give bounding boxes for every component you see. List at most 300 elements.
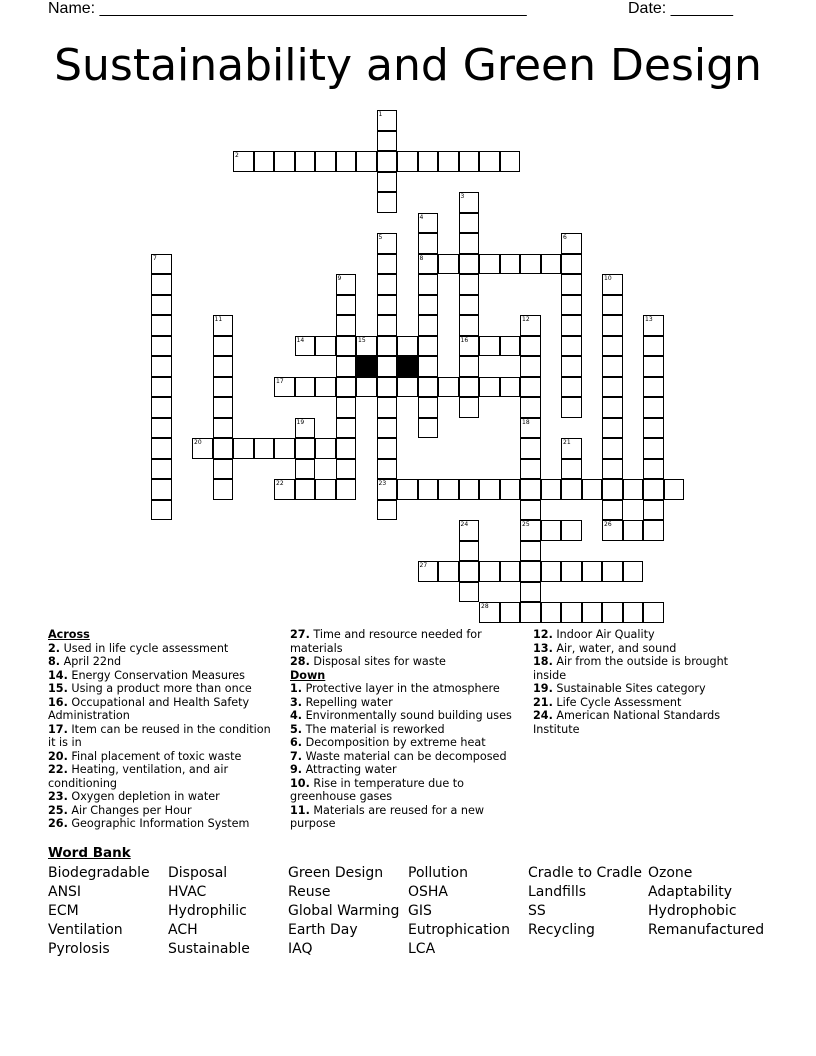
word-bank-item: Sustainable — [168, 941, 250, 957]
grid-cell[interactable] — [377, 356, 398, 377]
grid-cell[interactable] — [377, 151, 398, 172]
down-clue — [290, 736, 518, 750]
grid-cell[interactable] — [418, 479, 439, 500]
grid-cell[interactable] — [643, 479, 664, 500]
grid-cell[interactable] — [151, 459, 172, 480]
grid-cell[interactable] — [643, 315, 664, 336]
clue-number: 26 — [604, 521, 612, 528]
grid-cell[interactable] — [397, 479, 418, 500]
grid-cell[interactable] — [213, 377, 234, 398]
grid-cell[interactable] — [602, 479, 623, 500]
grid-cell[interactable] — [356, 151, 377, 172]
word-bank-item: Adaptability — [648, 884, 733, 900]
grid-cell[interactable] — [397, 336, 418, 357]
grid-cell[interactable] — [561, 459, 582, 480]
clue-number: 20. — [48, 749, 68, 763]
grid-cell[interactable] — [295, 459, 316, 480]
clue-text: American National Standards Institute — [533, 709, 721, 736]
word-bank-item: Eutrophication — [408, 922, 510, 938]
clue-number: 4. — [290, 709, 303, 722]
grid-cell[interactable] — [459, 397, 480, 418]
grid-cell[interactable] — [356, 377, 377, 398]
clue-number: 20 — [194, 439, 202, 446]
grid-cell[interactable] — [459, 315, 480, 336]
grid-cell[interactable] — [377, 397, 398, 418]
clue-number: 7 — [153, 254, 157, 262]
grid-cell[interactable] — [520, 500, 541, 521]
grid-cell[interactable] — [561, 377, 582, 398]
grid-cell[interactable] — [520, 356, 541, 377]
grid-cell[interactable] — [459, 479, 480, 500]
grid-cell[interactable] — [418, 233, 439, 254]
grid-cell[interactable] — [418, 315, 439, 336]
grid-cell[interactable] — [213, 315, 234, 336]
grid-cell[interactable] — [520, 479, 541, 500]
clue-number: 22. — [48, 763, 68, 776]
grid-cell[interactable] — [418, 377, 439, 398]
grid-cell[interactable] — [377, 438, 398, 459]
grid-cell[interactable] — [213, 336, 234, 357]
grid-cell[interactable] — [418, 254, 439, 275]
grid-cell[interactable] — [602, 336, 623, 357]
black-square — [356, 356, 377, 377]
grid-cell[interactable] — [295, 479, 316, 500]
grid-cell[interactable] — [336, 274, 357, 295]
grid-cell[interactable] — [438, 561, 459, 582]
grid-cell[interactable] — [479, 151, 500, 172]
grid-cell[interactable] — [602, 295, 623, 316]
grid-cell[interactable] — [377, 172, 398, 193]
date-label: Date: _______ — [628, 0, 733, 17]
grid-cell[interactable] — [561, 233, 582, 254]
grid-cell[interactable] — [418, 151, 439, 172]
across-clues-col1 — [48, 628, 280, 831]
word-bank-item: Hydrophilic — [168, 903, 247, 919]
grid-cell[interactable] — [643, 500, 664, 521]
grid-cell[interactable] — [459, 213, 480, 234]
grid-cell[interactable] — [213, 438, 234, 459]
grid-cell[interactable] — [295, 336, 316, 357]
grid-cell[interactable] — [213, 397, 234, 418]
clue-number: 28 — [481, 603, 489, 610]
clue-text: Protective layer in the atmosphere — [302, 682, 500, 695]
clue-number: 21 — [563, 439, 571, 446]
grid-cell[interactable] — [336, 356, 357, 377]
grid-cell[interactable] — [541, 561, 562, 582]
word-bank-item: ACH — [168, 922, 198, 938]
grid-cell[interactable] — [377, 479, 398, 500]
grid-cell[interactable] — [643, 397, 664, 418]
grid-cell[interactable] — [602, 500, 623, 521]
grid-cell[interactable] — [479, 561, 500, 582]
word-bank-item: Biodegradable — [48, 865, 150, 881]
clue-number: 10 — [604, 275, 612, 282]
down-clue — [533, 655, 763, 682]
grid-cell[interactable] — [356, 336, 377, 357]
grid-cell[interactable] — [520, 438, 541, 459]
grid-cell[interactable] — [213, 479, 234, 500]
word-bank-item: Earth Day — [288, 922, 358, 938]
clue-number: 8 — [419, 254, 424, 262]
grid-cell[interactable] — [336, 315, 357, 336]
clue-number: 3 — [460, 193, 465, 200]
grid-cell[interactable] — [561, 295, 582, 316]
grid-cell[interactable] — [213, 459, 234, 480]
grid-cell[interactable] — [520, 602, 541, 623]
grid-cell[interactable] — [336, 418, 357, 439]
grid-cell[interactable] — [561, 561, 582, 582]
grid-cell[interactable] — [151, 356, 172, 377]
grid-cell[interactable] — [500, 377, 521, 398]
grid-cell[interactable] — [561, 274, 582, 295]
clue-number: 9. — [290, 763, 303, 776]
grid-cell[interactable] — [643, 336, 664, 357]
grid-cell[interactable] — [520, 561, 541, 582]
grid-cell[interactable] — [520, 397, 541, 418]
grid-cell[interactable] — [254, 438, 275, 459]
grid-cell[interactable] — [479, 377, 500, 398]
grid-cell[interactable] — [295, 151, 316, 172]
grid-cell[interactable] — [541, 520, 562, 541]
grid-cell[interactable] — [561, 479, 582, 500]
grid-cell[interactable] — [643, 459, 664, 480]
grid-cell[interactable] — [377, 336, 398, 357]
clue-number: 6 — [563, 234, 567, 241]
down-clue — [290, 777, 518, 804]
grid-cell[interactable] — [479, 336, 500, 357]
clue-text: Sustainable Sites category — [552, 682, 706, 695]
grid-cell[interactable] — [582, 561, 603, 582]
grid-cell[interactable] — [520, 582, 541, 603]
grid-cell[interactable] — [213, 356, 234, 377]
grid-cell[interactable] — [418, 295, 439, 316]
grid-cell[interactable] — [315, 377, 336, 398]
grid-cell[interactable] — [520, 541, 541, 562]
grid-cell[interactable] — [602, 459, 623, 480]
grid-cell[interactable] — [602, 315, 623, 336]
grid-cell[interactable] — [602, 274, 623, 295]
across-clue — [48, 669, 280, 683]
grid-cell[interactable] — [274, 377, 295, 398]
grid-cell[interactable] — [520, 459, 541, 480]
clue-number: 19 — [296, 418, 305, 426]
clue-number: 17 — [276, 377, 284, 385]
grid-cell[interactable] — [151, 500, 172, 521]
grid-cell[interactable] — [602, 377, 623, 398]
word-bank-item: ANSI — [48, 884, 82, 900]
grid-cell[interactable] — [377, 377, 398, 398]
grid-cell[interactable] — [602, 561, 623, 582]
grid-cell[interactable] — [151, 254, 172, 275]
grid-cell[interactable] — [295, 377, 316, 398]
clue-text: Materials are reused for a new purpose — [290, 803, 485, 830]
across-clue — [48, 817, 280, 831]
grid-cell[interactable] — [459, 254, 480, 275]
grid-cell[interactable] — [459, 582, 480, 603]
grid-cell[interactable] — [274, 151, 295, 172]
grid-cell[interactable] — [336, 151, 357, 172]
grid-cell[interactable] — [151, 274, 172, 295]
grid-cell[interactable] — [561, 520, 582, 541]
grid-cell[interactable] — [561, 336, 582, 357]
grid-cell[interactable] — [541, 602, 562, 623]
across-clue — [48, 696, 280, 723]
clue-number: 22 — [276, 480, 284, 487]
word-bank-item: Pyrolosis — [48, 941, 110, 957]
grid-cell[interactable] — [151, 295, 172, 316]
grid-cell[interactable] — [602, 356, 623, 377]
grid-cell[interactable] — [643, 520, 664, 541]
word-bank-item: HVAC — [168, 884, 207, 900]
grid-cell[interactable] — [377, 233, 398, 254]
clue-text: Repelling water — [302, 695, 393, 709]
word-bank-item: OSHA — [408, 884, 449, 900]
clue-text: Life Cycle Assessment — [552, 695, 682, 709]
grid-cell[interactable] — [582, 479, 603, 500]
grid-cell[interactable] — [377, 131, 398, 152]
clue-number: 10. — [290, 776, 310, 790]
grid-cell[interactable] — [438, 151, 459, 172]
grid-cell[interactable] — [438, 377, 459, 398]
clue-text: Decomposition by extreme heat — [302, 736, 486, 749]
grid-cell[interactable] — [602, 438, 623, 459]
word-bank-title: Word Bank — [48, 845, 131, 861]
grid-cell[interactable] — [602, 397, 623, 418]
clue-text: Environmentally sound building uses — [302, 709, 512, 722]
grid-cell[interactable] — [561, 397, 582, 418]
grid-cell[interactable] — [520, 377, 541, 398]
grid-cell[interactable] — [233, 438, 254, 459]
clue-text: Indoor Air Quality — [552, 628, 655, 641]
grid-cell[interactable] — [479, 479, 500, 500]
grid-cell[interactable] — [418, 561, 439, 582]
grid-cell[interactable] — [151, 418, 172, 439]
grid-cell[interactable] — [336, 397, 357, 418]
grid-cell[interactable] — [151, 397, 172, 418]
grid-cell[interactable] — [459, 541, 480, 562]
clue-text: Oxygen depletion in water — [67, 790, 220, 803]
grid-cell[interactable] — [459, 377, 480, 398]
grid-cell[interactable] — [541, 479, 562, 500]
grid-cell[interactable] — [602, 602, 623, 623]
across-clue — [290, 628, 518, 655]
grid-cell[interactable] — [315, 151, 336, 172]
grid-cell[interactable] — [643, 602, 664, 623]
grid-cell[interactable] — [643, 418, 664, 439]
grid-cell[interactable] — [336, 295, 357, 316]
down-clue — [533, 642, 763, 656]
grid-cell[interactable] — [418, 274, 439, 295]
grid-cell[interactable] — [602, 418, 623, 439]
grid-cell[interactable] — [151, 315, 172, 336]
word-bank-item: SS — [528, 903, 546, 919]
grid-cell[interactable] — [418, 397, 439, 418]
clues-col2 — [290, 628, 518, 831]
grid-cell[interactable] — [151, 377, 172, 398]
grid-cell[interactable] — [520, 336, 541, 357]
grid-cell[interactable] — [623, 561, 644, 582]
clue-number: 11. — [290, 803, 310, 817]
grid-cell[interactable] — [233, 151, 254, 172]
grid-cell[interactable] — [336, 438, 357, 459]
grid-cell[interactable] — [377, 459, 398, 480]
across-clue — [48, 750, 280, 764]
clue-number: 6. — [290, 736, 303, 749]
word-bank-item: Hydrophobic — [648, 903, 737, 919]
grid-cell[interactable] — [377, 418, 398, 439]
grid-cell[interactable] — [459, 356, 480, 377]
grid-cell[interactable] — [459, 520, 480, 541]
grid-cell[interactable] — [623, 602, 644, 623]
grid-cell[interactable] — [541, 254, 562, 275]
grid-cell[interactable] — [500, 151, 521, 172]
grid-cell[interactable] — [377, 500, 398, 521]
clue-number: 18. — [533, 655, 553, 668]
name-label: Name: ________________________________________________ — [48, 0, 527, 17]
grid-cell[interactable] — [500, 561, 521, 582]
word-bank-item: GIS — [408, 903, 432, 919]
grid-cell[interactable] — [295, 438, 316, 459]
grid-cell[interactable] — [418, 418, 439, 439]
grid-cell[interactable] — [643, 356, 664, 377]
grid-cell[interactable] — [397, 151, 418, 172]
grid-cell[interactable] — [254, 151, 275, 172]
clue-text: Geographic Information System — [67, 817, 250, 830]
across-clue — [48, 682, 280, 696]
grid-cell[interactable] — [418, 213, 439, 234]
across-clue — [48, 790, 280, 804]
down-heading: Down — [290, 668, 326, 682]
clue-text: The material is reworked — [302, 722, 445, 736]
grid-cell[interactable] — [438, 479, 459, 500]
grid-cell[interactable] — [500, 336, 521, 357]
clue-text: Rise in temperature due to greenhouse gases — [290, 776, 465, 803]
grid-cell[interactable] — [151, 479, 172, 500]
clue-number: 5 — [378, 234, 383, 241]
grid-cell[interactable] — [151, 336, 172, 357]
clue-text: April 22nd — [60, 655, 122, 668]
grid-cell[interactable] — [151, 438, 172, 459]
word-bank-item: Green Design — [288, 865, 384, 881]
grid-cell[interactable] — [623, 479, 644, 500]
grid-cell[interactable] — [315, 479, 336, 500]
grid-cell[interactable] — [418, 356, 439, 377]
clue-number: 5. — [290, 722, 303, 736]
grid-cell[interactable] — [459, 274, 480, 295]
grid-cell[interactable] — [459, 233, 480, 254]
grid-cell[interactable] — [397, 377, 418, 398]
grid-cell[interactable] — [336, 459, 357, 480]
grid-cell[interactable] — [295, 418, 316, 439]
grid-cell[interactable] — [438, 254, 459, 275]
clue-number: 12. — [533, 628, 553, 641]
grid-cell[interactable] — [520, 254, 541, 275]
clue-number: 13. — [533, 641, 553, 655]
grid-cell[interactable] — [479, 254, 500, 275]
word-bank-item: Disposal — [168, 865, 228, 881]
grid-cell[interactable] — [377, 274, 398, 295]
grid-cell[interactable] — [377, 192, 398, 213]
clue-number: 18 — [522, 418, 530, 426]
grid-cell[interactable] — [336, 479, 357, 500]
grid-cell[interactable] — [582, 602, 603, 623]
grid-cell[interactable] — [500, 479, 521, 500]
down-clue — [533, 696, 763, 710]
down-clue — [290, 763, 518, 777]
down-clue — [290, 804, 518, 831]
grid-cell[interactable] — [336, 377, 357, 398]
grid-cell[interactable] — [561, 356, 582, 377]
grid-cell[interactable] — [377, 315, 398, 336]
grid-cell[interactable] — [192, 438, 213, 459]
across-clue — [48, 642, 280, 656]
grid-cell[interactable] — [500, 254, 521, 275]
clue-number: 1 — [378, 111, 383, 118]
clue-number: 9 — [337, 275, 342, 282]
grid-cell[interactable] — [561, 315, 582, 336]
grid-cell[interactable] — [561, 254, 582, 275]
grid-cell[interactable] — [377, 295, 398, 316]
clue-text: Item can be reused in the condition it is in — [48, 722, 271, 749]
clue-number: 25. — [48, 803, 68, 817]
grid-cell[interactable] — [213, 418, 234, 439]
grid-cell[interactable] — [274, 479, 295, 500]
clue-number: 24 — [460, 521, 469, 528]
grid-cell[interactable] — [561, 602, 582, 623]
grid-cell[interactable] — [643, 438, 664, 459]
grid-cell[interactable] — [479, 602, 500, 623]
grid-cell[interactable] — [377, 254, 398, 275]
clue-number: 17. — [48, 722, 68, 736]
grid-cell[interactable] — [336, 336, 357, 357]
grid-cell[interactable] — [561, 438, 582, 459]
grid-cell[interactable] — [459, 295, 480, 316]
grid-cell[interactable] — [377, 110, 398, 131]
grid-cell[interactable] — [459, 336, 480, 357]
grid-cell[interactable] — [418, 336, 439, 357]
grid-cell[interactable] — [315, 438, 336, 459]
clue-number: 13 — [645, 316, 653, 323]
grid-cell[interactable] — [643, 377, 664, 398]
clue-text: Attracting water — [302, 763, 397, 776]
grid-cell[interactable] — [520, 520, 541, 541]
grid-cell[interactable] — [602, 520, 623, 541]
across-heading: Across — [48, 628, 90, 641]
grid-cell[interactable] — [274, 438, 295, 459]
clue-text: Final placement of toxic waste — [67, 749, 242, 763]
grid-cell[interactable] — [459, 151, 480, 172]
clue-number: 27 — [419, 562, 428, 569]
grid-cell[interactable] — [315, 336, 336, 357]
word-bank-item: Reuse — [288, 884, 331, 900]
grid-cell[interactable] — [520, 315, 541, 336]
word-bank-item: Global Warming — [288, 903, 400, 919]
grid-cell[interactable] — [664, 479, 685, 500]
clue-text: Used in life cycle assessment — [60, 641, 229, 655]
grid-cell[interactable] — [459, 561, 480, 582]
clue-number: 12 — [522, 316, 530, 323]
clue-number: 21. — [533, 695, 553, 709]
clue-number: 26. — [48, 817, 68, 830]
down-clue — [290, 696, 518, 710]
down-clue — [533, 709, 763, 736]
grid-cell[interactable] — [623, 520, 644, 541]
down-clue — [290, 750, 518, 764]
clue-number: 15. — [48, 682, 68, 695]
grid-cell[interactable] — [500, 602, 521, 623]
grid-cell[interactable] — [520, 418, 541, 439]
grid-cell[interactable] — [459, 192, 480, 213]
